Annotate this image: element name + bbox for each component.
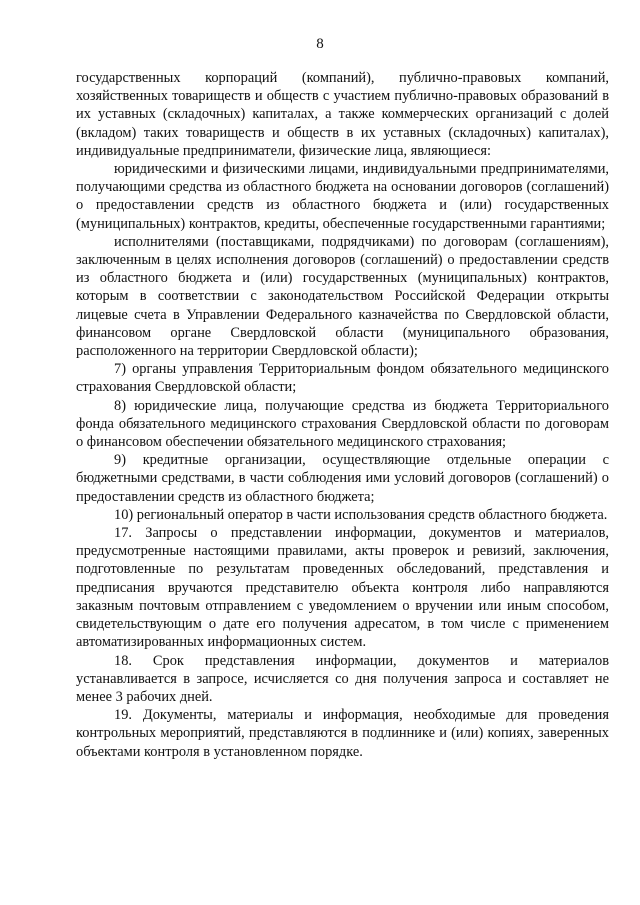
- paragraph-item-7: 7) органы управления Территориальным фондом обязательного медицинского страхования Свердловской области;: [76, 361, 609, 396]
- page-number: 8: [316, 36, 324, 52]
- paragraph-clause-19: 19. Документы, материалы и информация, необходимые для проведения контрольных мероприятий, представляются в подлиннике и (или) копиях, заверенных объектами контроля в установленном порядке.: [76, 707, 609, 760]
- paragraph-item-9: 9) кредитные организации, осуществляющие отдельные операции с бюджетными средствами, в части соблюдения ими условий договоров (соглашений) о предоставлении средств из областного бюджета;: [76, 452, 609, 505]
- paragraph-clause-18: 18. Срок представления информации, документов и материалов устанавливается в запросе, исчисляется со дня получения запроса и составляет не менее 3 рабочих дней.: [76, 652, 609, 705]
- document-body: [76, 69, 609, 761]
- paragraph-item-10: 10) региональный оператор в части использования средств областного бюджета.: [114, 506, 608, 523]
- paragraph-clause-17: 17. Запросы о представлении информации, документов и материалов, предусмотренные настоящими правилами, акты проверок и ревизий, заключения, подготовленные по результатам проведенных обследований, представления и предписания вручаются представителю объекта контроля либо направляются заказным почтовым отправлением с уведомлением о вручении или иным способом, свидетельствующим о дате его получения адресатом, в том числе с применением автоматизированных информационных систем.: [76, 525, 609, 651]
- paragraph-contractors: исполнителями (поставщиками, подрядчиками) по договорам (соглашениям), заключенным в целях исполнения договоров (соглашений) о предоставлении средств из областного бюджета и (или) государственных (муниципальных) контрактов, которым в соответствии с законодательством Российской Федерации открыты лицевые счета в Управлении Федерального казначейства по Свердловской области, финансовом органе Свердловской области (муниципального образования, расположенного на территории Свердловской области);: [76, 233, 609, 360]
- paragraph-legal-entities: юридическими и физическими лицами, индивидуальными предпринимателями, получающими средства из областного бюджета на основании договоров (соглашений) о предоставлении средств из областного бюджета и (или) государственных (муниципальных) контрактов, кредиты, обеспеченные государственными гарантиями;: [76, 161, 609, 232]
- paragraph-continuation: государственных корпораций (компаний), публично-правовых компаний, хозяйственных товариществ и обществ с участием публично-правовых образований в их уставных (складочных) капиталах, а также коммерческих организаций с долей (вкладом) таких товариществ и обществ в их уставных (складочных) капиталах), индивидуальные предприниматели, физические лица, являющиеся:: [76, 70, 609, 159]
- paragraph-item-8: 8) юридические лица, получающие средства из бюджета Территориального фонда обязательного медицинского страхования Свердловской области по договорам о финансовом обеспечении обязательного медицинского страхования;: [76, 397, 609, 451]
